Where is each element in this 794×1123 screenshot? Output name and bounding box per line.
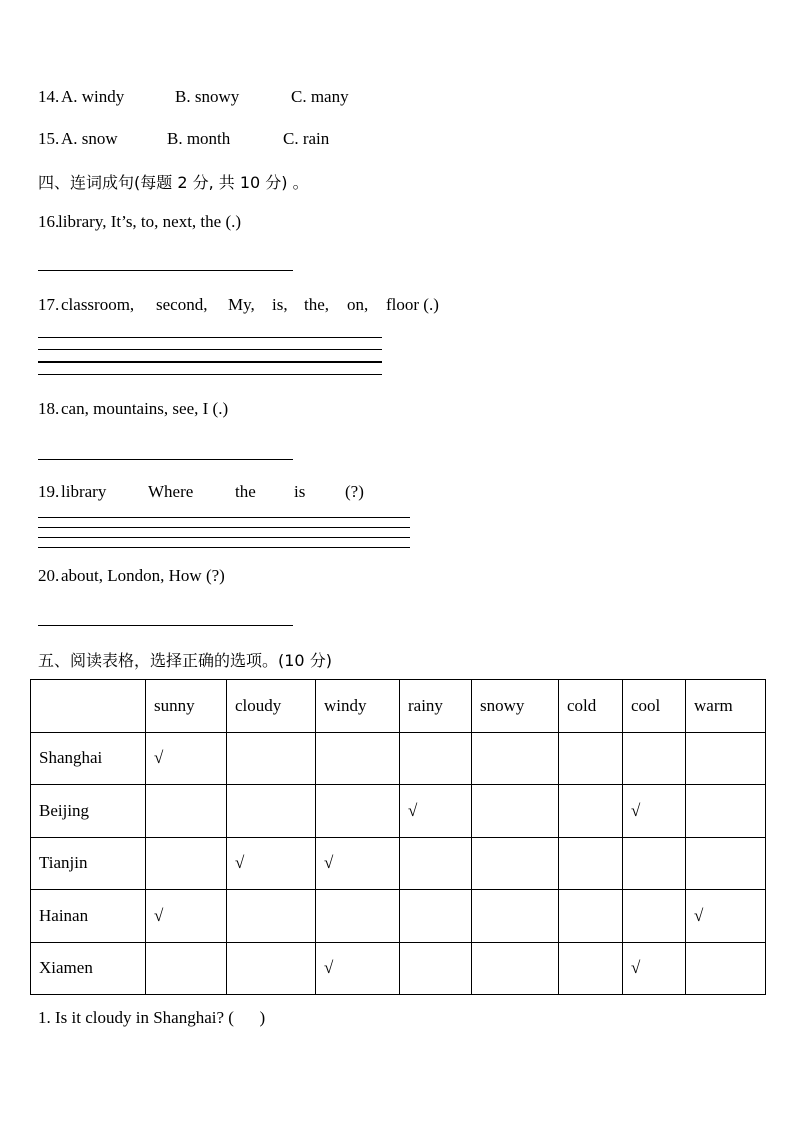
q15-option-c: C. rain: [283, 129, 330, 148]
check-cell: [472, 890, 559, 943]
check-cell: [400, 732, 472, 785]
check-cell: [559, 732, 623, 785]
check-cell: [472, 732, 559, 785]
q17-word: on,: [347, 295, 369, 314]
check-cell: [686, 785, 766, 838]
check-cell: [227, 732, 316, 785]
city-name-cell: Beijing: [31, 785, 146, 838]
table-row: [31, 837, 766, 890]
table-corner-cell: [31, 680, 146, 733]
check-cell: [146, 942, 227, 995]
check-cell: [686, 837, 766, 890]
q14-option-c: C. many: [291, 87, 349, 106]
q19-answer-line: [38, 517, 410, 518]
weather-table-body: [31, 680, 766, 995]
q15-option-a: A. snow: [61, 129, 118, 148]
check-cell: √: [316, 942, 400, 995]
check-cell: √: [686, 890, 766, 943]
check-cell: [686, 732, 766, 785]
q19-word: library: [61, 482, 107, 501]
q14-number: 14.: [38, 87, 60, 106]
city-name-cell: Hainan: [31, 890, 146, 943]
column-header-cell: warm: [686, 680, 766, 733]
table-row: [31, 942, 766, 995]
q19-word: Where: [148, 482, 194, 501]
q20-answer-line: [38, 625, 293, 626]
q18-words: can, mountains, see, I (.): [61, 399, 229, 418]
q15-option-b: B. month: [167, 129, 231, 148]
q19-word: is: [294, 482, 306, 501]
q16-answer-line: [38, 270, 293, 271]
check-cell: [316, 732, 400, 785]
column-header-cell: cold: [559, 680, 623, 733]
table-row: [31, 785, 766, 838]
check-cell: [227, 890, 316, 943]
q19-word: (?): [345, 482, 364, 501]
q17-word: floor (.): [386, 295, 439, 314]
q16-words: library, It’s, to, next, the (.): [58, 212, 242, 231]
check-cell: [472, 785, 559, 838]
check-cell: [623, 890, 686, 943]
column-header-cell: windy: [316, 680, 400, 733]
q19-answer-line: [38, 547, 410, 548]
table-header-row: [31, 680, 766, 733]
reading-question-1: 1. Is it cloudy in Shanghai? ( ): [38, 1008, 266, 1027]
column-header-cell: sunny: [146, 680, 227, 733]
check-cell: [227, 785, 316, 838]
q19-number: 19.: [38, 482, 60, 501]
check-cell: [400, 837, 472, 890]
check-cell: √: [623, 942, 686, 995]
check-cell: [316, 785, 400, 838]
column-header-cell: cool: [623, 680, 686, 733]
q15-number: 15.: [38, 129, 60, 148]
q17-number: 17.: [38, 295, 60, 314]
city-name-cell: Shanghai: [31, 732, 146, 785]
q16-number: 16.: [38, 212, 60, 231]
section-4-heading: 四、连词成句(每题 2 分, 共 10 分) 。: [38, 173, 309, 192]
check-cell: √: [227, 837, 316, 890]
check-cell: [623, 837, 686, 890]
q18-number: 18.: [38, 399, 60, 418]
check-cell: [400, 942, 472, 995]
check-cell: [472, 942, 559, 995]
q20-number: 20.: [38, 566, 60, 585]
column-header-cell: cloudy: [227, 680, 316, 733]
table-row: [31, 732, 766, 785]
check-cell: [623, 732, 686, 785]
city-name-cell: Xiamen: [31, 942, 146, 995]
q14-option-a: A. windy: [61, 87, 125, 106]
check-cell: √: [316, 837, 400, 890]
check-cell: [146, 837, 227, 890]
weather-table: [30, 679, 766, 995]
city-name-cell: Tianjin: [31, 837, 146, 890]
q17-answer-line: [38, 349, 382, 350]
column-header-cell: snowy: [472, 680, 559, 733]
check-cell: √: [146, 890, 227, 943]
check-cell: [146, 785, 227, 838]
check-cell: [559, 837, 623, 890]
q17-word: is,: [272, 295, 288, 314]
check-cell: √: [400, 785, 472, 838]
q17-word: the,: [304, 295, 330, 314]
q17-word: My,: [228, 295, 255, 314]
q19-answer-line: [38, 537, 410, 538]
check-cell: [227, 942, 316, 995]
q14-option-b: B. snowy: [175, 87, 240, 106]
q17-answer-line: [38, 361, 382, 363]
check-cell: [686, 942, 766, 995]
q19-word: the: [235, 482, 256, 501]
check-cell: [559, 785, 623, 838]
section-5-heading: 五、阅读表格，选择正确的选项。(10 分): [38, 651, 332, 670]
q18-answer-line: [38, 459, 293, 460]
q17-word: second,: [156, 295, 208, 314]
q19-answer-line: [38, 527, 410, 528]
check-cell: √: [623, 785, 686, 838]
q20-words: about, London, How (?): [61, 566, 225, 585]
table-row: [31, 890, 766, 943]
check-cell: √: [146, 732, 227, 785]
check-cell: [316, 890, 400, 943]
q17-answer-line: [38, 374, 382, 375]
column-header-cell: rainy: [400, 680, 472, 733]
check-cell: [472, 837, 559, 890]
check-cell: [400, 890, 472, 943]
check-cell: [559, 942, 623, 995]
q17-answer-line: [38, 337, 382, 338]
check-cell: [559, 890, 623, 943]
q17-word: classroom,: [61, 295, 135, 314]
